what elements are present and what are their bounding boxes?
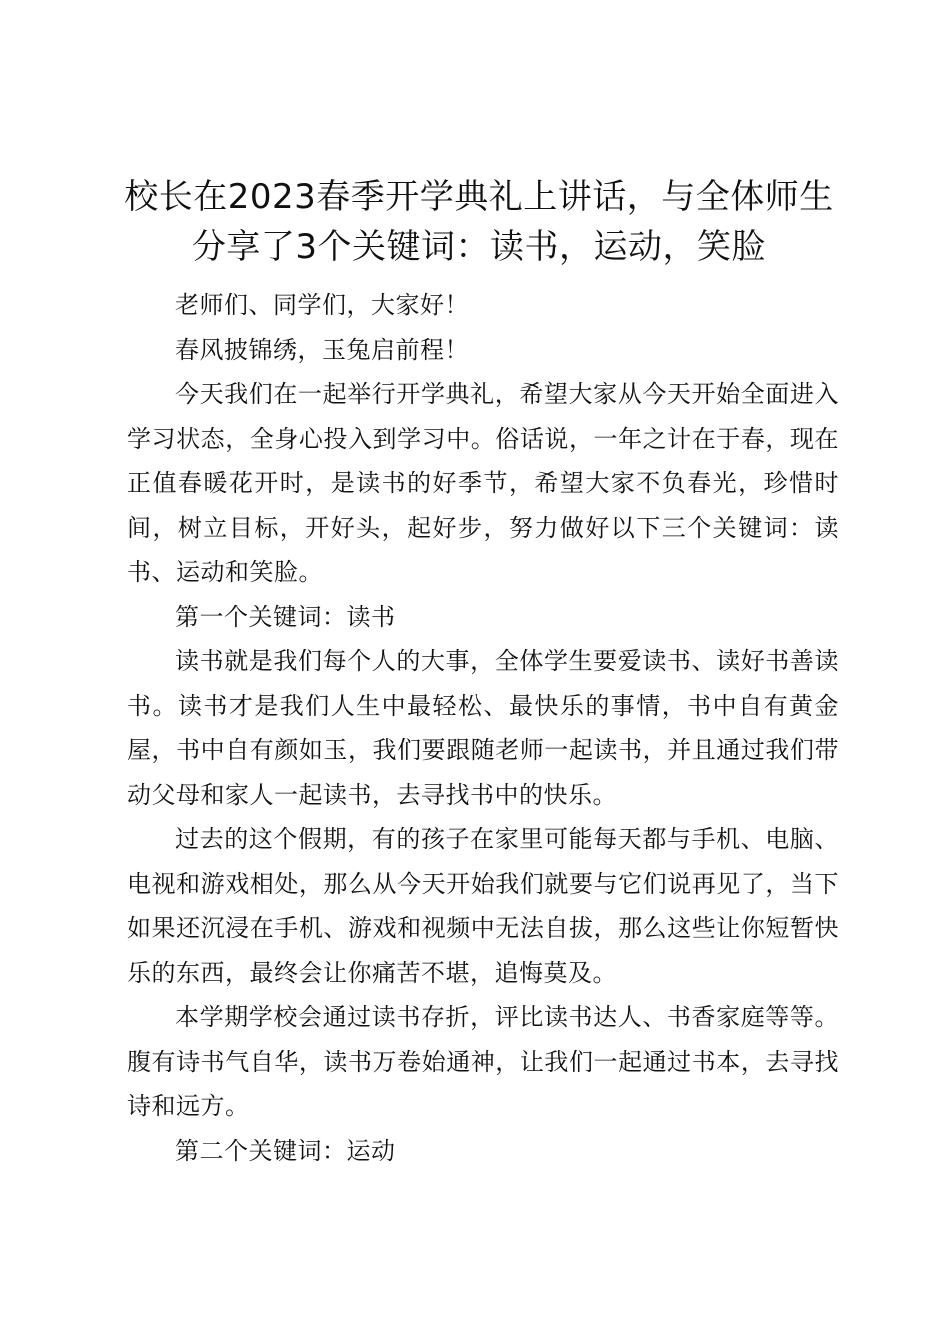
document-body xyxy=(127,283,839,1173)
heading-keyword-exercise: 第二个关键词：运动 xyxy=(175,1136,396,1165)
paragraph-spring-wish: 春风披锦绣，玉兔启前程！ xyxy=(175,335,469,364)
paragraph-reading: 读书就是我们每个人的大事，全体学生要爱读书、读好书善读书。读书才是我们人生中最轻松、最快乐的事情，书中自有黄金屋，书中自有颜如玉，我们要跟随老师一起读书，并且通过我们带动父母和家人一起读书，去寻找书中的快乐。 xyxy=(127,647,839,809)
paragraph-greeting: 老师们、同学们，大家好！ xyxy=(175,291,469,319)
document-title: 校长在2023春季开学典礼上讲话，与全体师生分享了3个关键词：读书，运动，笑脸 xyxy=(124,177,834,267)
paragraph-holiday: 过去的这个假期，有的孩子在家里可能每天都与手机、电脑、电视和游戏相处，那么从今天开始我们就要与它们说再见了，当下如果还沉浸在手机、游戏和视频中无法自拔，那么这些让你短暂快乐的东西，最终会让你痛苦不堪，追悔莫及。 xyxy=(127,825,839,987)
heading-keyword-reading: 第一个关键词：读书 xyxy=(175,602,396,631)
paragraph-opening: 今天我们在一起举行开学典礼，希望大家从今天开始全面进入学习状态，全身心投入到学习中。俗话说，一年之计在于春，现在正值春暖花开时，是读书的好季节，希望大家不负春光，珍惜时间，树立目标，开好头，起好步，努力做好以下三个关键词：读书、运动和笑脸。 xyxy=(127,380,839,586)
paragraph-reading-activities: 本学期学校会通过读书存折，评比读书达人、书香家庭等等。腹有诗书气自华，读书万卷始通神，让我们一起通过书本，去寻找诗和远方。 xyxy=(127,1003,839,1120)
